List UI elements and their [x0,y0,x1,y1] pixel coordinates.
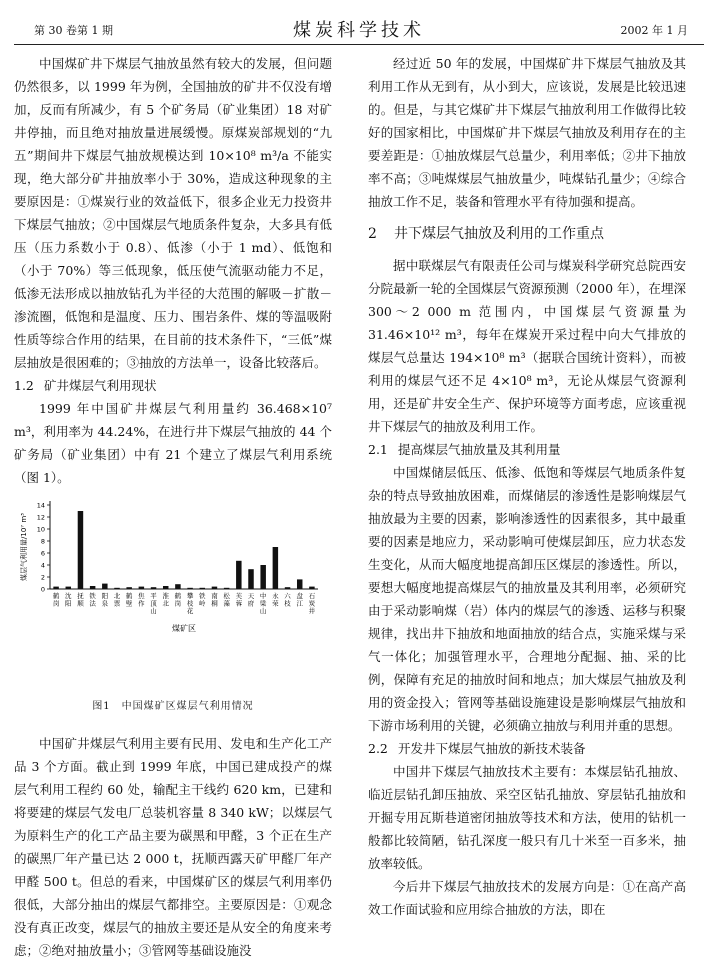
x-tick-label: 六枝 [284,592,291,608]
bar [260,565,265,589]
bar [224,588,229,589]
bar [126,587,131,589]
paragraph: 中国矿井煤层气利用主要有民用、发电和生产化工产品 3 个方面。截止到 1999 年底，中国已建成投产的煤层气利用工程约 60 处，输配主干线约 620 km，已建和将要建的煤层气发电厂总装机容量 8 340 kW；以煤层气为原料生产的化工产品主要为碳黑和甲醛，3 个正在生产的碳黑厂年产量已达 2 000 t，抚顺西露天矿甲醛厂年产甲醛 500 t。但总的看来，中国煤矿区的煤层气利用率仍很低，大部分抽出的煤层气都排空。主要原因是：①观念没有真正改变，煤层气的抽放主要还是从安全的角度来考虑；②绝对抽放量小；③管网等基础设施没 [14,736,332,958]
right-column [368,52,686,921]
bar [114,588,119,589]
x-tick-label: 攀枝花 [186,592,194,615]
x-tick-label: 抚顺 [77,592,84,608]
y-tick-label: 0 [40,585,45,594]
x-tick-label: 松藻 [223,592,230,608]
y-tick-label: 4 [40,561,45,570]
left-column [14,52,332,962]
paragraph: 据中联煤层气有限责任公司与煤炭科学研究总院西安分院最新一轮的全国煤层气资源预测（2000 年），在埋深 300～2 000 m 范围内，中国煤层气资源量为 31.46×10¹² m³，每年在煤炭开采过程中向大气排放的煤层气总量达 194×10⁸ m³（据联合国统计资料），而被利用的煤层气还不足 4×10⁸ m³，无论从煤层气资源利用，还是矿井安全生产、保护环境等方面考虑，应该重视井下煤层气的抽放及利用工作。 [368,258,686,434]
paragraph: 今后井下煤层气抽放技术的发展方向是：①在高产高效工作面试验和应用综合抽放的方法，即在 [368,879,686,917]
bar [273,547,278,589]
bar [212,587,217,589]
bar [187,588,192,589]
page-header [14,16,704,44]
x-tick-label: 天府 [247,592,255,608]
bar [78,511,83,589]
x-tick-label: 鹤岗 [52,592,60,608]
x-tick-label: 平顶山 [150,592,157,615]
x-tick-label: 芙蓉 [235,592,243,608]
bar [248,569,253,589]
bar [175,584,180,589]
bar [66,587,71,589]
x-tick-label: 石炭井 [308,592,316,615]
journal-volume: 第 30 卷第 1 期 [34,24,113,37]
bar [285,587,290,589]
x-tick-label: 永荣 [272,592,279,608]
bar [236,561,241,589]
bar [90,586,95,589]
paragraph: 中国煤储层低压、低渗、低饱和等煤层气地质条件复杂的特点导致抽放困难，而煤储层的渗透性是影响煤层气抽放最为主要的因素，影响渗透性的因素很多，其中最重要的因素是地应力，采动影响可使煤层卸压，应力状态发生变化，从而大幅度地提高卸压区煤层的渗透性。所以，要想大幅度地提高煤层气的抽放量及其利用率，必须研究由于采动影响煤（岩）体内的煤层气的渗透、运移与积聚规律，找出井下抽放和地面抽放的结合点，实施采煤与采气一体化；加强管理水平，合理地分配掘、抽、采的比例，保障有充足的抽放时间和地点；加大煤层气抽放及利用的资金投入；管网等基础设施建设是影响煤层气抽放和下游市场利用的关键，必须确立抽放与利用并重的思想。 [368,465,686,733]
x-tick-label: 淮北 [162,592,169,608]
bar [151,587,156,589]
paragraph: 1999 年中国矿井煤层气利用量约 36.468×10⁷ m³，利用率为 44.24%，在进行井下煤层气抽放的 44 个矿务局（矿业集团）中有 21 个建立了煤层气利用系统（图 1）。 [14,401,332,485]
x-tick-label: 铁法 [89,592,96,608]
subsection-heading [368,438,686,461]
figure-1 [14,495,332,691]
x-tick-label: 鹤壁 [125,592,133,608]
section-title: 开发井下煤层气抽放的新技术装备 [398,741,586,756]
subsection-heading [368,737,686,760]
x-tick-label: 焦作 [138,592,145,608]
x-tick-label: 鹤岗 [174,592,182,608]
x-tick-label: 盘江 [296,592,303,608]
paragraph: 中国煤矿井下煤层气抽放虽然有较大的发展，但问题仍然很多，以 1999 年为例，全国抽放的矿井不仅没有增加，反而有所减少，有 5 个矿务局（矿业集团）18 对矿井停抽，而且绝对抽放量进展缓慢。原煤炭部规划的“九五”期间井下煤层气抽放规模达到 10×10⁸ m³/a 不能实现，绝大部分矿井抽放率小于 30%，造成这种现象的主要原因是：①煤炭行业的效益低下，很多企业无力投资井下煤层气抽放；②中国煤层气地质条件复杂，大多具有低压（压力系数小于 0.8）、低渗（小于 1 md）、低饱和（小于 70%）等三低现象，低压使气流驱动能力不足，低渗无法形成以抽放钻孔为半径的大范围的解吸－扩散－渗流圈，低饱和是温度、压力、围岩条件、煤的等温吸附性质等综合作用的结果，在目前的技术条件下，“三低”煤层抽放是很困难的；③抽放的方法单一，设备比较落后。 [14,56,332,370]
section-number: 2.2 [368,741,388,756]
y-tick-label: 10 [36,525,45,534]
x-tick-label: 北票 [113,592,121,608]
x-tick-label: 中梁山 [259,592,267,615]
paragraph: 经过近 50 年的发展，中国煤矿井下煤层气抽放及其利用工作从无到有，从小到大，应该说，发展是比较迅速的。但是，与其它煤矿井下煤层气抽放利用工作做得比较好的国家相比，中国煤矿井下煤层气抽放及利用存在的主要差距是：①抽放煤层气总量少，利用率低；②井下抽放率不高；③吨煤煤层气抽放量少，吨煤钻孔量少；④综合抽放工作不足，装备和管理水平有待加强和提高。 [368,56,686,209]
y-tick-label: 8 [40,537,45,546]
section-heading [368,223,686,246]
bar [53,587,58,589]
section-title: 井下煤层气抽放及利用的工作重点 [394,226,604,242]
bar [163,586,168,589]
y-tick-label: 2 [40,573,45,582]
figure-caption: 图1 中国煤矿区煤层气利用情况 [92,701,254,712]
bar [309,587,314,589]
bar [200,588,205,589]
y-tick-label: 6 [40,549,45,558]
bar [297,579,302,589]
journal-title: 煤炭科学技术 [293,20,425,41]
x-tick-label: 阳泉 [101,592,109,608]
issue-date: 2002 年 1 月 [620,24,688,37]
bar [102,584,107,589]
y-tick-label: 14 [36,501,45,510]
x-tick-label: 沈阳 [65,592,72,608]
paragraph: 中国井下煤层气抽放技术主要有：本煤层钻孔抽放、临近层钻孔卸压抽放、采空区钻孔抽放、穿层钻孔抽放和开掘专用瓦斯巷道密闭抽放等技术和方法，使用的钻机一般都比较简陋，钻孔深度一般只有几十米至一百多米，抽放率较低。 [368,764,686,871]
bar [139,587,144,589]
section-number: 2 [368,226,377,242]
x-tick-label: 铁岭 [199,592,206,608]
header-rule [14,44,704,45]
x-axis-label: 煤矿区 [172,624,196,633]
section-number: 1.2 [14,378,34,393]
y-tick-label: 12 [36,513,45,522]
y-axis-label: 煤层气利用量/10⁷ m³ [20,513,28,581]
x-tick-label: 南桐 [211,592,218,608]
bar-chart [14,495,332,691]
section-heading [14,374,332,397]
section-title: 矿井煤层气利用现状 [44,378,157,393]
section-title: 提高煤层气抽放量及其利用量 [398,442,561,457]
section-number: 2.1 [368,442,388,457]
